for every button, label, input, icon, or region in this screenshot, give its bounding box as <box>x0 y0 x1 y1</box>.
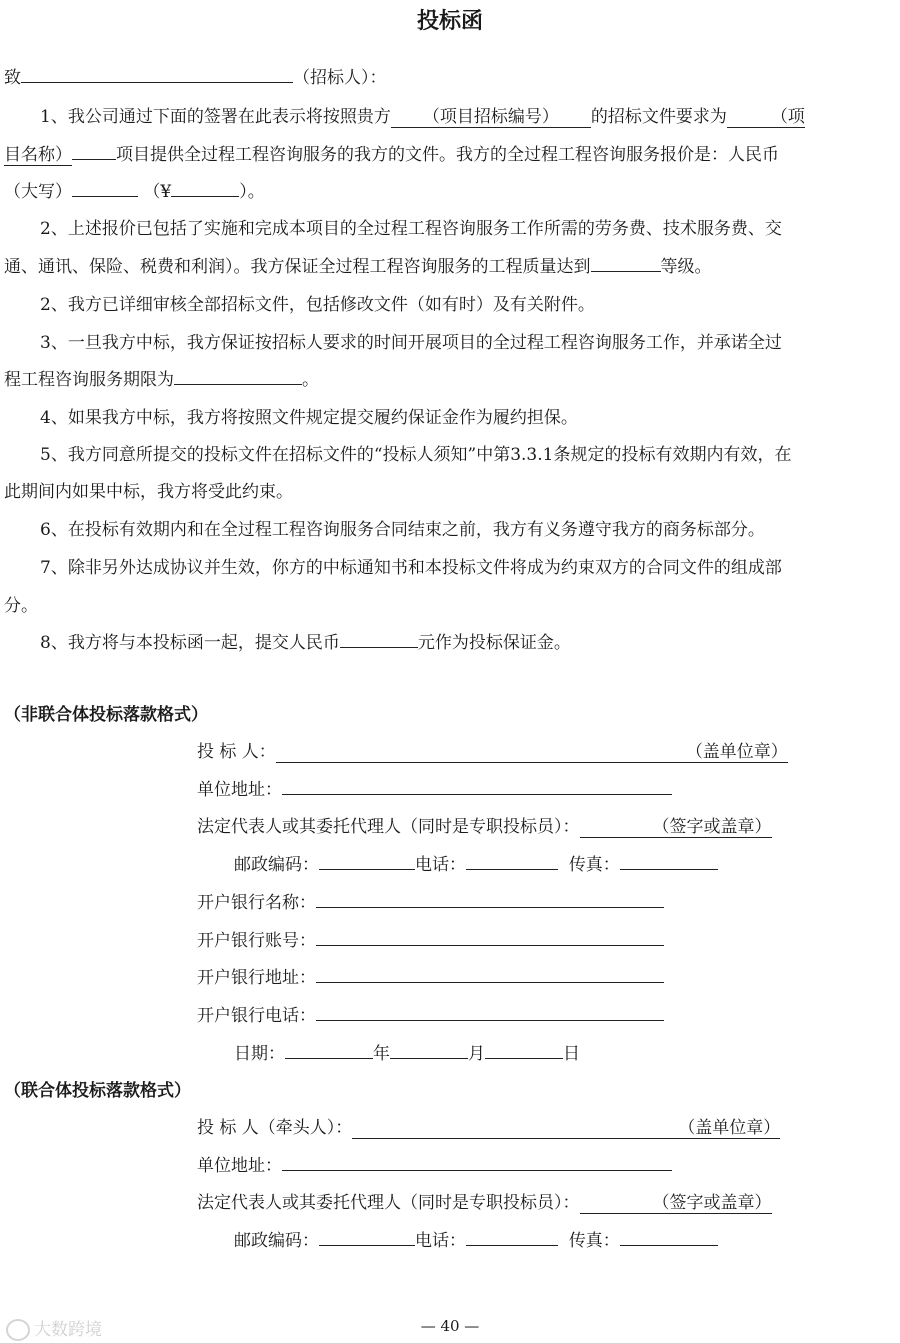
s1-bank-name-blank[interactable] <box>316 890 664 908</box>
s1-bank-name-label: 开户银行名称： <box>197 893 316 913</box>
document-title: 投标函 <box>416 9 483 34</box>
s1-bank-name-row <box>197 888 664 913</box>
para1-line2 <box>4 140 779 166</box>
para8-line2: 分。 <box>4 596 38 616</box>
s1-fax-blank[interactable] <box>620 852 718 870</box>
s2-fax-label: 传真： <box>568 1231 620 1251</box>
para1-text-a: 1、我公司通过下面的签署在此表示将按照贵方 <box>40 107 391 127</box>
addressee-prefix: 致 <box>4 68 21 88</box>
para5: 4、如果我方中标，我方将按照文件规定提交履约保证金作为履约担保。 <box>40 408 578 428</box>
s1-date-label: 日期： <box>234 1044 285 1064</box>
s1-bank-account-row <box>197 926 664 951</box>
s1-bidder-blank[interactable]: （盖单位章） <box>276 737 788 763</box>
para1-line3 <box>4 177 265 202</box>
para2-line2 <box>4 252 712 277</box>
s2-address-blank[interactable] <box>282 1153 672 1171</box>
s1-phone-label: 电话： <box>415 855 466 875</box>
price-number-label: （¥ <box>143 182 172 202</box>
s2-phone-blank[interactable] <box>466 1228 558 1246</box>
s2-contact-row <box>234 1226 718 1251</box>
s1-postcode-blank[interactable] <box>319 852 415 870</box>
para1-text-c: 的招标文件要求为 <box>590 107 727 127</box>
s1-rep-row <box>197 812 772 838</box>
s2-address-label: 单位地址： <box>197 1156 282 1176</box>
s2-bidder-label: 投 标 人（牵头人）： <box>197 1118 353 1138</box>
s1-address-blank[interactable] <box>282 777 672 795</box>
para7: 6、在投标有效期内和在全过程工程咨询服务合同结束之前，我方有义务遵守我方的商务标部分。 <box>40 520 765 540</box>
s1-bank-address-row <box>197 963 664 988</box>
price-words-label: （大写） <box>4 182 72 202</box>
s2-address-row <box>197 1151 672 1176</box>
s1-bank-phone-blank[interactable] <box>316 1003 664 1021</box>
s1-bidder-row <box>197 737 788 763</box>
para4-text-b: 。 <box>302 370 319 390</box>
s1-contact-row <box>234 850 718 875</box>
price-words-blank[interactable] <box>72 179 138 197</box>
section1-heading: （非联合体投标落款格式） <box>4 705 208 725</box>
para3: 2、我方已详细审核全部招标文件，包括修改文件（如有时）及有关附件。 <box>40 295 595 315</box>
s1-postcode-label: 邮政编码： <box>234 855 319 875</box>
s1-bidder-label: 投 标 人： <box>197 742 276 762</box>
s1-date-row <box>234 1039 580 1064</box>
price-number-blank[interactable] <box>171 179 239 197</box>
para9-line <box>40 628 571 653</box>
tenderer-blank[interactable] <box>21 65 293 83</box>
s1-month-blank[interactable] <box>390 1041 468 1059</box>
para2-line1: 2、上述报价已包括了实施和完成本项目的全过程工程咨询服务工作所需的劳务费、技术服务费、交 <box>40 219 782 239</box>
para6-line2: 此期间内如果中标，我方将受此约束。 <box>4 482 293 502</box>
s1-phone-blank[interactable] <box>466 852 558 870</box>
para1-text-l2: 项目提供全过程工程咨询服务的我方的文件。我方的全过程工程咨询服务报价是：人民币 <box>116 145 779 165</box>
para6-line1: 5、我方同意所提交的投标文件在招标文件的“投标人须知”中第3.3.1条规定的投标有效期内有效，在 <box>40 445 792 465</box>
section2-heading: （联合体投标落款格式） <box>4 1081 191 1101</box>
para4-text-a: 程工程咨询服务期限为 <box>4 370 174 390</box>
s1-rep-blank[interactable]: （签字或盖章） <box>580 812 772 838</box>
s1-address-label: 单位地址： <box>197 780 282 800</box>
s1-bank-phone-row <box>197 1001 664 1026</box>
para9-text-a: 8、我方将与本投标函一起，提交人民币 <box>40 633 340 653</box>
page-number: — 40 — <box>420 1317 480 1335</box>
quality-grade-blank[interactable] <box>591 254 661 272</box>
para9-text-b: 元作为投标保证金。 <box>417 633 571 653</box>
s1-fax-label: 传真： <box>568 855 620 875</box>
s2-fax-blank[interactable] <box>620 1228 718 1246</box>
para8-line1: 7、除非另外达成协议并生效，你方的中标通知书和本投标文件将成为约束双方的合同文件的组成部 <box>40 558 782 578</box>
s1-day-blank[interactable] <box>485 1041 563 1059</box>
s1-bank-account-blank[interactable] <box>316 928 664 946</box>
s2-bidder-row <box>197 1113 780 1139</box>
para4-line1: 3、一旦我方中标，我方保证按招标人要求的时间开展项目的全过程工程咨询服务工作，并承诺全过 <box>40 333 782 353</box>
project-bid-number-blank[interactable]: （项目招标编号） <box>391 102 591 128</box>
addressee-suffix: （招标人）： <box>293 68 387 88</box>
s1-address-row <box>197 775 672 800</box>
addressee-line <box>4 63 387 88</box>
s1-rep-label: 法定代表人或其委托代理人（同时是专职投标员）： <box>197 817 580 837</box>
s1-bank-phone-label: 开户银行电话： <box>197 1006 316 1026</box>
s2-rep-row <box>197 1188 772 1214</box>
s1-day-label: 日 <box>563 1044 580 1064</box>
s2-postcode-label: 邮政编码： <box>234 1231 319 1251</box>
price-close: ）。 <box>239 182 265 202</box>
para4-line2 <box>4 365 319 390</box>
service-period-blank[interactable] <box>174 367 302 385</box>
project-name-blank-3[interactable] <box>72 142 116 160</box>
project-name-blank-2[interactable]: 目名称） <box>4 140 72 166</box>
s1-month-label: 月 <box>468 1044 485 1064</box>
s1-year-label: 年 <box>373 1044 390 1064</box>
project-name-blank-1[interactable]: （项 <box>727 102 805 128</box>
s2-postcode-blank[interactable] <box>319 1228 415 1246</box>
watermark-text: 大数跨境 <box>34 1320 102 1340</box>
s1-bank-account-label: 开户银行账号： <box>197 931 316 951</box>
s2-rep-label: 法定代表人或其委托代理人（同时是专职投标员）： <box>197 1193 580 1213</box>
s2-bidder-blank[interactable]: （盖单位章） <box>352 1113 780 1139</box>
s1-year-blank[interactable] <box>285 1041 373 1059</box>
para1-line1 <box>40 102 805 128</box>
s2-phone-label: 电话： <box>415 1231 466 1251</box>
para2-text-b: 等级。 <box>660 257 712 277</box>
s1-bank-address-label: 开户银行地址： <box>197 968 316 988</box>
para2-text-a: 通、通讯、保险、税费和利润）。我方保证全过程工程咨询服务的工程质量达到 <box>4 257 591 277</box>
s1-bank-address-blank[interactable] <box>316 965 664 983</box>
s2-rep-blank[interactable]: （签字或盖章） <box>580 1188 772 1214</box>
bid-bond-amount-blank[interactable] <box>340 630 418 648</box>
